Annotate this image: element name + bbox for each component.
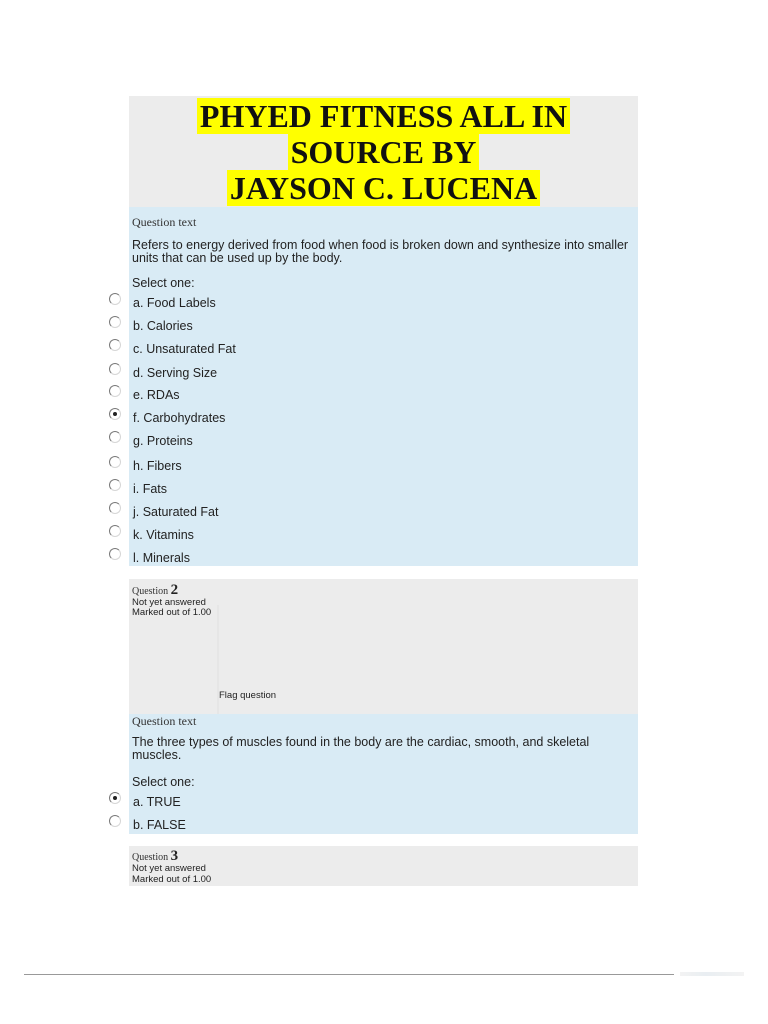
radio-button[interactable]: [109, 525, 121, 537]
title-line-2: SOURCE BY: [288, 134, 480, 170]
radio-button[interactable]: [109, 339, 121, 351]
question-word: Question: [132, 586, 169, 597]
question-status: Not yet answered: [132, 597, 206, 608]
option-label: c. Unsaturated Fat: [133, 342, 236, 356]
question-2-info: [129, 579, 638, 714]
radio-button[interactable]: [109, 479, 121, 491]
question-text-label: Question text: [132, 215, 197, 229]
option-label: a. TRUE: [133, 795, 181, 809]
option-b-false[interactable]: [109, 815, 309, 833]
option-e-rdas[interactable]: [109, 385, 309, 403]
select-one-label: Select one:: [132, 276, 195, 290]
radio-button-selected[interactable]: [109, 792, 121, 804]
option-label: j. Saturated Fat: [133, 505, 219, 519]
option-label: b. FALSE: [133, 818, 186, 832]
question-word: Question: [132, 852, 169, 863]
question-1-text: Refers to energy derived from food when food is broken down and synthesize into smaller units that can be used up by the body.: [132, 238, 629, 265]
radio-button[interactable]: [109, 363, 121, 375]
option-a-true[interactable]: [109, 792, 309, 810]
option-i-fats[interactable]: [109, 479, 309, 497]
option-h-fibers[interactable]: [109, 456, 309, 474]
flag-question-link[interactable]: Flag question: [219, 690, 277, 701]
question-text-label: Question text: [132, 714, 197, 728]
footer-divider: [24, 974, 674, 975]
option-label: e. RDAs: [133, 388, 180, 402]
option-label: f. Carbohydrates: [133, 411, 226, 425]
option-c-unsaturated-fat[interactable]: [109, 339, 309, 357]
radio-button[interactable]: [109, 385, 121, 397]
option-label: a. Food Labels: [133, 296, 216, 310]
title-line-3: JAYSON C. LUCENA: [227, 170, 540, 206]
document-title-block: [129, 96, 638, 207]
option-label: l. Minerals: [133, 551, 190, 565]
question-marks: Marked out of 1.00: [132, 607, 212, 618]
option-b-calories[interactable]: [109, 316, 309, 334]
radio-button[interactable]: [109, 815, 121, 827]
option-label: h. Fibers: [133, 459, 182, 473]
radio-button[interactable]: [109, 548, 121, 560]
radio-button[interactable]: [109, 502, 121, 514]
title-line-1: PHYED FITNESS ALL IN: [197, 98, 570, 134]
question-number-value: 3: [170, 848, 179, 864]
question-marks: Marked out of 1.00: [132, 874, 212, 885]
radio-button[interactable]: [109, 293, 121, 305]
option-label: d. Serving Size: [133, 366, 218, 380]
option-f-carbohydrates[interactable]: [109, 408, 309, 426]
option-label: i. Fats: [133, 482, 168, 496]
radio-button[interactable]: [109, 316, 121, 328]
option-label: b. Calories: [133, 319, 193, 333]
option-label: k. Vitamins: [133, 528, 194, 542]
option-l-minerals[interactable]: [109, 548, 309, 566]
question-3-info: [129, 846, 638, 886]
question-status: Not yet answered: [132, 863, 206, 874]
option-g-proteins[interactable]: [109, 431, 309, 449]
radio-button[interactable]: [109, 456, 121, 468]
question-2-text: The three types of muscles found in the body are the cardiac, smooth, and skeletal muscles.: [132, 735, 590, 762]
radio-button[interactable]: [109, 431, 121, 443]
option-label: g. Proteins: [133, 434, 193, 448]
radio-button-selected[interactable]: [109, 408, 121, 420]
footer-watermark: [680, 972, 744, 976]
option-d-serving-size[interactable]: [109, 363, 309, 381]
question-number-value: 2: [170, 582, 179, 598]
select-one-label: Select one:: [132, 775, 195, 789]
option-k-vitamins[interactable]: [109, 525, 309, 543]
option-j-saturated-fat[interactable]: [109, 502, 309, 520]
option-a-food-labels[interactable]: [109, 293, 309, 311]
